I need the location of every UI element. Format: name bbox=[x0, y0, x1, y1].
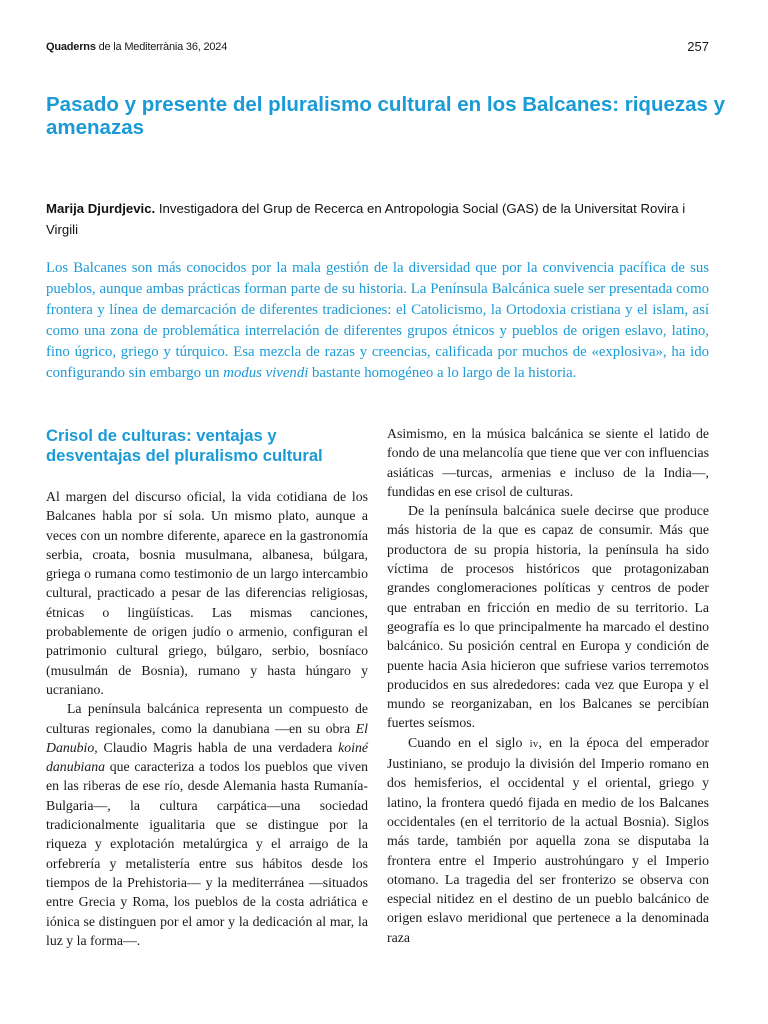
paragraph bbox=[387, 733, 709, 947]
author-byline bbox=[46, 198, 710, 240]
italic-term: koiné danubiana bbox=[46, 739, 368, 775]
paragraph-text: que caracteriza a todos los pueblos que viven en las riberas de ese río, desde Alemania hasta Rumanía-Bulgaria—, la cultura carpática—una sociedad tradicionalmente igualitaria que se distingue por la riqueza y explotación metalúrgica y el arraigo de la orfebrería y metalistería entre sus hábitos desde los tiempos de la Prehistoria— y la mediterránea —situados entre Grecia y Roma, los pueblos de la costa adriática e iónica se distinguen por el amor y la dedicación al mar, la luz y la forma—. bbox=[46, 759, 368, 948]
paragraph bbox=[46, 699, 368, 950]
abstract bbox=[46, 258, 709, 385]
body-column-left bbox=[46, 487, 368, 950]
abstract-text-1: Los Balcanes son más conocidos por la mala gestión de la diversidad que por la convivencia pacífica de sus pueblos, aunque ambas prácticas forman parte de su historia. La Península Balcánica suele ser presentada como frontera y línea de demarcación de diferentes tradiciones: el Catolicismo, la Ortodoxia cristiana y el islam, así como una zona de problemática interrelación de diferentes grupos étnicos y pueblos de origen eslavo, latino, fino úgrico, griego y túrquico. Esa mezcla de razas y creencias, calificada por muchos de «explosiva», ha ido configurando sin embargo un bbox=[46, 260, 709, 382]
page-number: 257 bbox=[687, 39, 709, 54]
author-affiliation: Investigadora del Grup de Recerca en Antropologia Social (GAS) de la Universitat Rovira i Virgili bbox=[46, 201, 686, 237]
body-column-right bbox=[387, 424, 709, 947]
book-title: El Danubio bbox=[46, 720, 368, 755]
journal-name-bold: Quaderns bbox=[46, 41, 96, 53]
abstract-italic-term: modus vivendi bbox=[223, 365, 309, 382]
section-heading: Crisol de culturas: ventajas y desventajas del pluralismo cultural bbox=[46, 426, 323, 465]
running-header bbox=[46, 40, 709, 58]
abstract-text-2: bastante homogéneo a lo largo de la historia. bbox=[308, 365, 577, 382]
paragraph: De la península balcánica suele decirse que produce más historia de la que es capaz de consumir. Más que productora de su propia historia, la península ha sido víctima de procesos históricos que protagonizaban grandes conglomeraciones políticas y centros de poder que entraban en fricción en medio de su territorio. La geografía es lo que principalmente ha marcado el destino balcánico. Su posición central en Europa y condición de puente hacia Asia hicieron que sufriese varios terremotos producidos en sus alrededores: cada vez que Europa y el mundo se reorganizaban, en los Balcanes se percibían fuertes seísmos. bbox=[387, 503, 709, 731]
paragraph-text: La península balcánica representa un compuesto de culturas regionales, como la danubiana —en su obra bbox=[46, 701, 368, 736]
paragraph: Asimismo, en la música balcánica se siente el latido de fondo de una melancolía que tiene que ver con influencias asiáticas —turcas, armenias e incluso de la India—, fundidas en ese crisol de culturas. bbox=[387, 426, 709, 499]
paragraph: Al margen del discurso oficial, la vida cotidiana de los Balcanes habla por sí sola. Un mismo plato, aunque a veces con un nombre diferente, aparece en la gastronomía serbia, croata, bosnia musulmana, albanesa, búlgara, griega o rumana como testimonio de un largo intercambio cultural, practicado a pesar de las diferencias religiosas, étnicas o lingüísticas. Las mismas canciones, probablemente de origen judío o armenio, configuran el patrimonio cultural griego, búlgaro, serbio, bosníaco (musulmán de Bosnia), rumano y hasta húngaro y ucraniano. bbox=[46, 489, 368, 697]
paragraph-text: , Claudio Magris habla de una verdadera bbox=[94, 739, 339, 755]
roman-numeral: iv bbox=[529, 738, 539, 750]
paragraph-text: , en la época del emperador Justiniano, se produjo la división del Imperio romano en dos hemisferios, el occidental y el oriental, griego y latino, la frontera quedó fijada en medio de los Balcanes occidentales (en el territorio de la actual Bosnia). Siglos más tarde, también por aquella zona se disputaba la frontera entre el Imperio austrohúngaro y el Imperio otomano. La tragedia del ser fronterizo se observa con especial nitidez en el destino de un pueblo balcánico de origen eslavo meridional que pertenece a la denominada raza bbox=[387, 734, 709, 945]
author-name: Marija Djurdjevic. bbox=[46, 201, 156, 216]
journal-name bbox=[46, 41, 227, 53]
paragraph-text: Cuando en el siglo bbox=[408, 734, 530, 750]
journal-issue: de la Mediterrània 36, 2024 bbox=[95, 41, 228, 53]
article-title: Pasado y presente del pluralismo cultural en los Balcanes: riquezas y amenazas bbox=[46, 93, 726, 139]
